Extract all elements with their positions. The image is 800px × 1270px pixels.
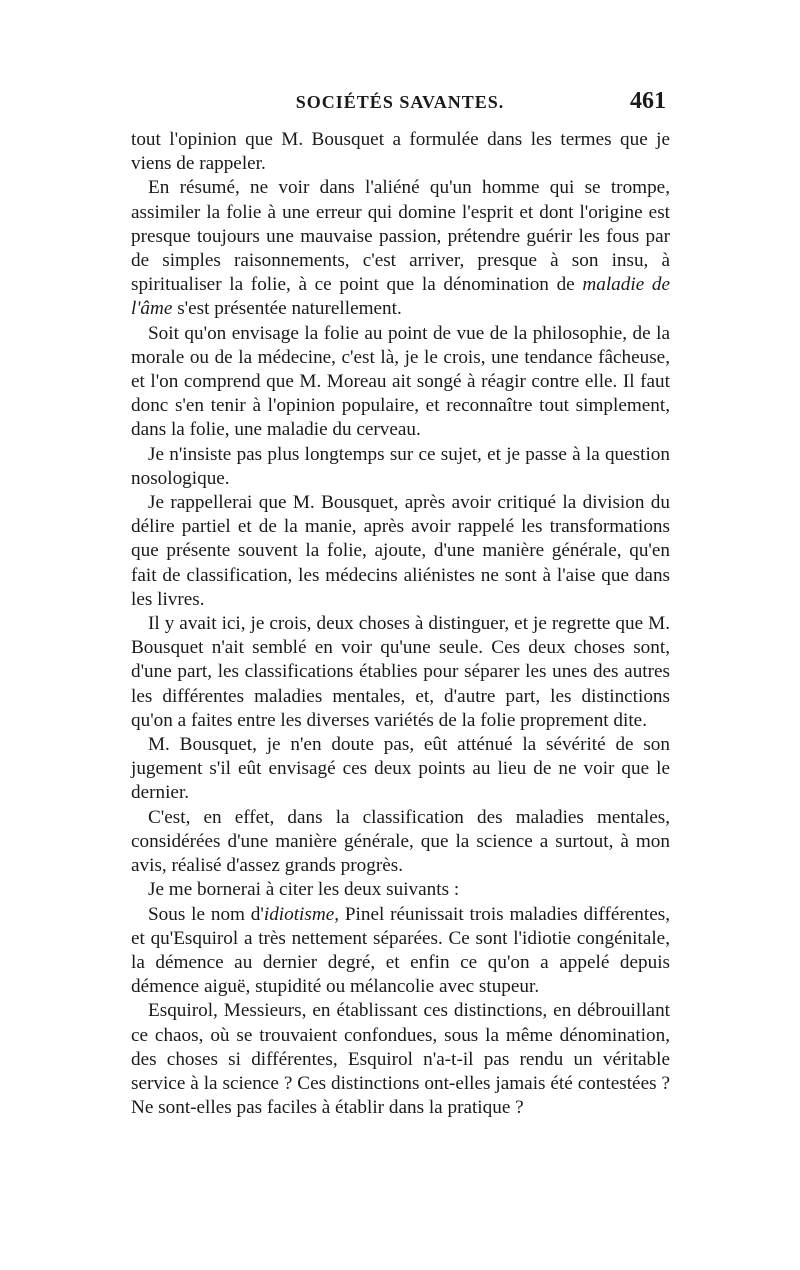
paragraph-10-text: Sous le nom d' bbox=[148, 903, 264, 925]
paragraph-1: tout l'opinion que M. Bousquet a formulée dans les termes que je viens de rappeler. bbox=[131, 129, 670, 175]
paragraph-2-text: En résumé, ne voir dans l'aliéné qu'un homme qui se trompe, assimiler la folie à une erreur qui domine l'esprit et dont l'origine est presque toujours une mauvaise passion, prétendre guérir les fous par de simples raisonnements, c'est arriver, presque à son insu, à spiritualiser la folie, à ce point que la dénomination de bbox=[131, 177, 670, 296]
paragraph-2 bbox=[131, 176, 670, 321]
body-text bbox=[131, 128, 670, 1120]
paragraph-4: Je n'insiste pas plus longtemps sur ce sujet, et je passe à la question nosologique. bbox=[131, 443, 670, 489]
paragraph-2-text-end: s'est présentée naturellement. bbox=[172, 298, 402, 320]
paragraph-10-italic: idiotisme bbox=[263, 903, 335, 925]
paragraph-3: Soit qu'on envisage la folie au point de vue de la philosophie, de la morale ou de la médecine, c'est là, je le crois, une tendance fâcheuse, et l'on comprend que M. Moreau ait songé à réagir contre elle. Il faut donc s'en tenir à l'opinion populaire, et reconnaître tout simplement, dans la folie, une maladie du cerveau. bbox=[131, 322, 670, 441]
paragraph-10-text-end: , Pinel réunissait trois maladies différentes, et qu'Esquirol a très nettement séparées. Ce sont l'idiotie congénitale, la démence au dernier degré, et enfin ce qu'on a appelé depuis démence aiguë, stupidité ou mélancolie avec stupeur. bbox=[131, 903, 670, 998]
page-number: 461 bbox=[630, 88, 666, 114]
paragraph-10 bbox=[131, 903, 670, 1000]
paragraph-11: Esquirol, Messieurs, en établissant ces distinctions, en débrouillant ce chaos, où se trouvaient confondues, sous la même dénomination, des choses si différentes, Esquirol n'a-t-il pas rendu un véritable service à la science ? Ces distinctions ont-elles jamais été contestées ? Ne sont-elles pas faciles à établir dans la pratique ? bbox=[131, 1000, 670, 1119]
paragraph-5: Je rappellerai que M. Bousquet, après avoir critiqué la division du délire partiel et de la manie, après avoir rappelé les transformations que présente souvent la folie, ajoute, d'une manière générale, qu'en fait de classification, les médecins aliénistes ne sont à l'aise que dans les livres. bbox=[131, 492, 670, 610]
running-head bbox=[130, 88, 670, 122]
running-title: SOCIÉTÉS SAVANTES. bbox=[295, 92, 505, 112]
paragraph-7: M. Bousquet, je n'en doute pas, eût atténué la sévérité de son jugement s'il eût envisagé ces deux points au lieu de ne voir que le dernier. bbox=[131, 734, 670, 804]
paragraph-9: Je me bornerai à citer les deux suivants : bbox=[148, 879, 460, 901]
paragraph-8: C'est, en effet, dans la classification des maladies mentales, considérées d'une manière générale, que la science a surtout, à mon avis, réalisé d'assez grands progrès. bbox=[131, 806, 670, 877]
paragraph-6: Il y avait ici, je crois, deux choses à distinguer, et je regrette que M. Bousquet n'ait semblé en voir qu'une seule. Ces deux choses sont, d'une part, les classifications établies pour séparer les unes des autres les différentes maladies mentales, et, d'autre part, les distinctions qu'on a faites entre les diverses variétés de la folie proprement dite. bbox=[131, 613, 670, 731]
paragraph-2-italic: maladie de l'âme bbox=[131, 274, 670, 320]
